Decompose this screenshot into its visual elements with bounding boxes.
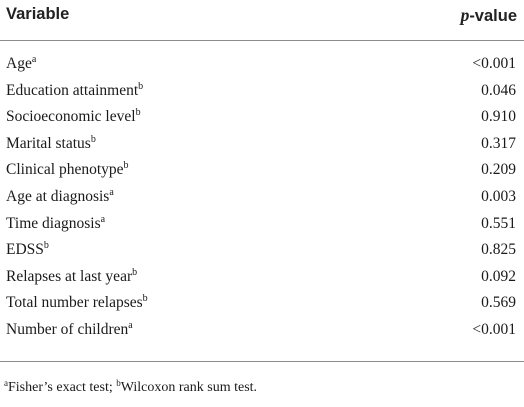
variable-label: Number of children xyxy=(6,320,129,338)
variable-cell xyxy=(6,54,36,74)
variable-label: Total number relapses xyxy=(6,294,143,312)
pvalue-cell: 0.825 xyxy=(481,241,516,259)
table-row xyxy=(0,134,524,161)
footnote-marker: b xyxy=(90,133,96,145)
variable-cell xyxy=(6,240,49,260)
pvalue-cell: 0.046 xyxy=(481,81,516,99)
variable-label: Age xyxy=(6,55,32,72)
footnote-marker: a xyxy=(31,54,37,65)
pvalue-cell: 0.092 xyxy=(481,267,516,285)
variable-cell xyxy=(6,187,114,207)
table-row xyxy=(0,267,524,294)
variable-cell xyxy=(6,293,148,313)
footnote-marker: a xyxy=(128,319,133,331)
table-row xyxy=(0,320,524,347)
variable-label: Marital status xyxy=(6,134,91,152)
variable-cell xyxy=(6,320,133,340)
pvalue-cell: 0.910 xyxy=(481,108,516,126)
pvalue-cell: <0.001 xyxy=(472,55,516,72)
variable-cell xyxy=(6,214,105,234)
pvalue-cell: <0.001 xyxy=(472,320,516,338)
footnote-marker: b xyxy=(135,107,141,119)
variable-label: EDSS xyxy=(6,241,44,259)
table-row xyxy=(0,160,524,187)
header-pvalue xyxy=(461,5,517,26)
header-pvalue-rest: -value xyxy=(469,7,517,25)
table-footnote xyxy=(4,379,257,397)
table-row xyxy=(0,214,524,241)
variable-cell xyxy=(6,160,129,180)
table-body xyxy=(0,54,524,347)
footnote-marker: a xyxy=(109,186,114,198)
variable-label: Socioeconomic level xyxy=(6,108,136,126)
table-row xyxy=(0,81,524,108)
table-row xyxy=(0,240,524,267)
variable-label: Age at diagnosis xyxy=(6,187,110,205)
variable-label: Clinical phenotype xyxy=(6,161,124,179)
footnote-marker: b xyxy=(142,293,148,305)
pvalue-cell: 0.317 xyxy=(481,134,516,152)
footnote-marker-b: b xyxy=(116,378,121,388)
table-bottom-rule xyxy=(0,361,524,362)
footnote-b-text: Wilcoxon rank sum test. xyxy=(120,380,258,395)
variable-cell xyxy=(6,107,141,127)
footnote-marker: b xyxy=(43,240,49,252)
variable-label: Relapses at last year xyxy=(6,267,133,285)
footnote-marker: b xyxy=(132,266,138,278)
variable-cell xyxy=(6,81,143,101)
pvalue-cell: 0.209 xyxy=(481,161,516,179)
table-row xyxy=(0,107,524,134)
pvalue-cell: 0.551 xyxy=(481,214,516,232)
variable-label: Education attainment xyxy=(6,81,139,99)
table-row xyxy=(0,293,524,320)
header-variable: Variable xyxy=(6,5,70,23)
table-header xyxy=(0,0,524,41)
footnote-marker: a xyxy=(100,213,106,225)
footnote-marker: b xyxy=(138,80,144,92)
footnote-a-text: Fisher’s exact test; xyxy=(8,380,117,395)
pvalue-cell: 0.003 xyxy=(481,187,516,205)
table-row xyxy=(0,54,524,81)
variable-label: Time diagnosis xyxy=(6,214,101,232)
footnote-marker-a: a xyxy=(4,378,8,388)
header-pvalue-italic: p xyxy=(460,5,470,25)
footnote-marker: b xyxy=(123,160,129,172)
variable-cell xyxy=(6,134,96,154)
pvalue-cell: 0.569 xyxy=(481,294,516,312)
table-row xyxy=(0,187,524,214)
variable-cell xyxy=(6,267,137,287)
